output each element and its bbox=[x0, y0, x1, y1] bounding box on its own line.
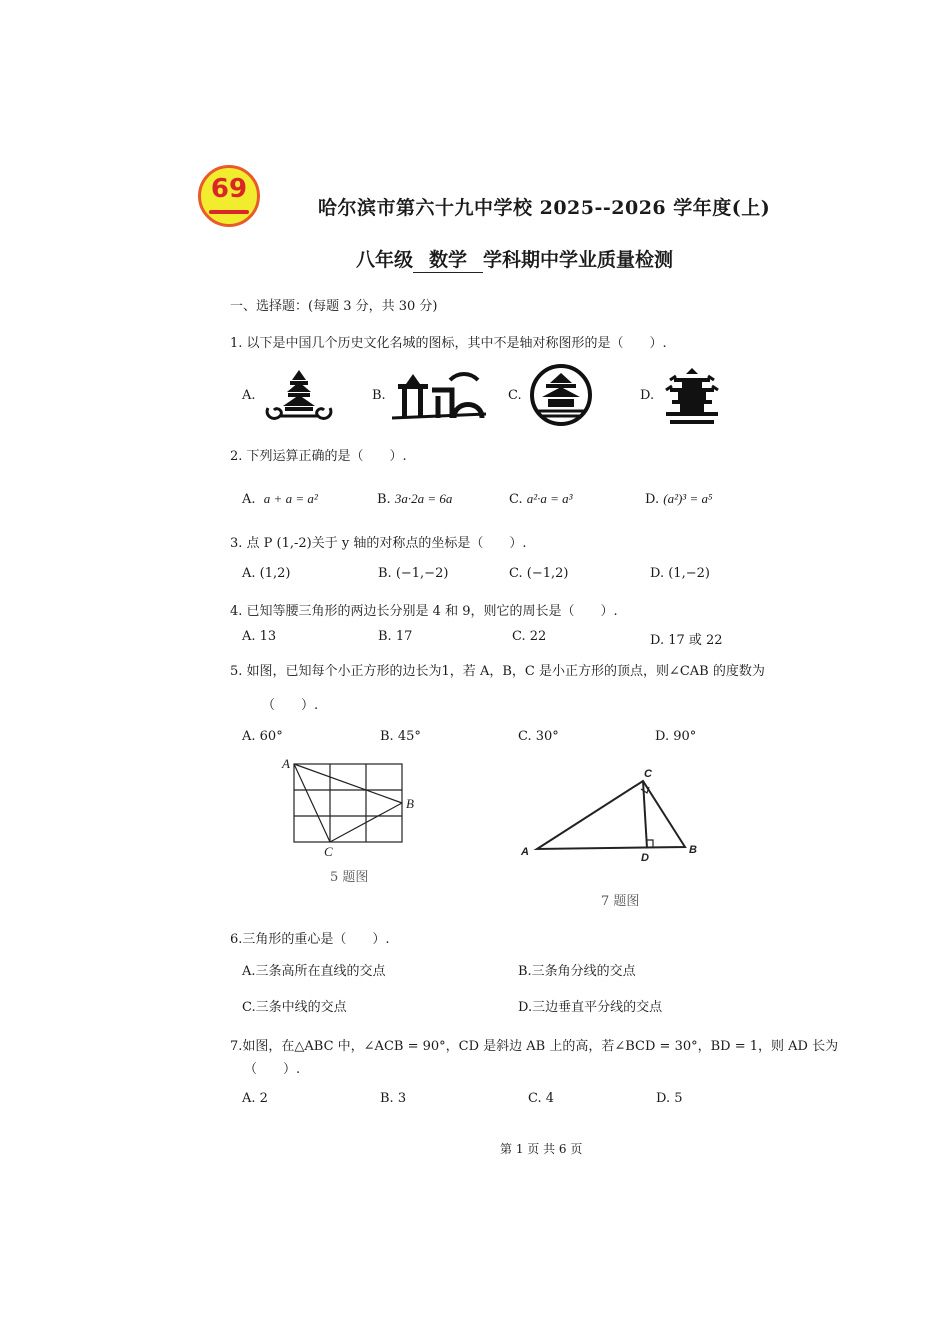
figure-5-label-a: A bbox=[282, 756, 290, 771]
figure-5-grid bbox=[270, 752, 430, 860]
figure-5-label-c: C bbox=[324, 844, 333, 859]
pagoda-emblem-icon bbox=[262, 368, 336, 424]
q1-option-c-label: C. bbox=[508, 388, 522, 403]
circle-pavilion-emblem-icon bbox=[528, 363, 594, 427]
q1-option-a-label: A. bbox=[242, 388, 256, 403]
q7-option-d: D. 5 bbox=[656, 1091, 683, 1106]
q3-stem: 3. 点 P (1,-2)关于 y 轴的对称点的坐标是（ ）. bbox=[230, 536, 527, 551]
page-number: 第 1 页 共 6 页 bbox=[500, 1142, 583, 1156]
q6-option-b: B.三条角分线的交点 bbox=[518, 964, 636, 979]
q2-option-c bbox=[509, 491, 573, 507]
q5-stem: 5. 如图，已知每个小正方形的边长为1，若 A，B，C 是小正方形的顶点，则∠CAB 的度数为 bbox=[230, 664, 765, 679]
q6-option-c: C.三条中线的交点 bbox=[242, 1000, 347, 1015]
exam-title-text: 学科期中学业质量检测 bbox=[483, 249, 674, 271]
q2-option-a bbox=[242, 491, 318, 507]
q2-option-a-label: A. bbox=[242, 492, 256, 507]
q7-stem: 7.如图，在△ABC 中，∠ACB = 90°，CD 是斜边 AB 上的高，若∠BCD = 30°，BD = 1，则 AD 长为 bbox=[230, 1039, 839, 1054]
school-logo-number: 69 bbox=[210, 174, 248, 204]
q2-option-d bbox=[645, 491, 712, 507]
section-heading: 一、选择题：(每题 3 分，共 30 分) bbox=[230, 299, 438, 314]
q4-option-d: D. 17 或 22 bbox=[650, 633, 723, 648]
q7-option-c: C. 4 bbox=[528, 1091, 555, 1106]
q3-option-a: A. (1,2) bbox=[242, 566, 291, 581]
q1-option-b-label: B. bbox=[372, 388, 386, 403]
q2-option-a-expr: a + a = a² bbox=[263, 491, 318, 506]
q6-stem: 6.三角形的重心是（ ）. bbox=[230, 932, 390, 947]
q4-option-a: A. 13 bbox=[242, 629, 277, 644]
q3-option-c: C. (−1,2) bbox=[509, 566, 569, 581]
q2-stem: 2. 下列运算正确的是（ ）. bbox=[230, 449, 407, 464]
q1-stem: 1. 以下是中国几个历史文化名城的图标，其中不是轴对称图形的是（ ）. bbox=[230, 336, 667, 351]
ancient-town-emblem-icon bbox=[392, 370, 488, 422]
q6-option-d: D.三边垂直平分线的交点 bbox=[518, 1000, 663, 1015]
school-title: 哈尔滨市第六十九中学校 2025--2026 学年度(上) bbox=[318, 197, 771, 219]
q2-option-c-expr: a²·a = a³ bbox=[526, 491, 573, 506]
q2-option-c-label: C. bbox=[509, 492, 523, 507]
q5-option-c: C. 30° bbox=[518, 729, 559, 744]
figure-5-label-b: B bbox=[406, 796, 414, 811]
figure-7-caption: 7 题图 bbox=[601, 894, 640, 909]
q6-option-a: A.三条高所在直线的交点 bbox=[242, 964, 386, 979]
q3-option-b: B. (−1,−2) bbox=[378, 566, 449, 581]
figure-5-caption: 5 题图 bbox=[330, 870, 369, 885]
q7-blank: （ ）. bbox=[244, 1062, 301, 1077]
q7-option-b: B. 3 bbox=[380, 1091, 407, 1106]
q2-option-b-label: B. bbox=[377, 492, 391, 507]
figure-7-triangle bbox=[515, 765, 705, 865]
q2-option-b bbox=[377, 491, 452, 507]
q5-option-a: A. 60° bbox=[242, 729, 283, 744]
figure-7-label-a: A bbox=[521, 846, 529, 858]
q5-option-d: D. 90° bbox=[655, 729, 697, 744]
grade-label: 八年级 bbox=[356, 249, 414, 271]
q2-option-d-label: D. bbox=[645, 492, 660, 507]
school-logo-ribbon bbox=[209, 210, 249, 214]
q7-option-a: A. 2 bbox=[242, 1091, 268, 1106]
q5-option-b: B. 45° bbox=[380, 729, 421, 744]
subject-field: 数学 bbox=[413, 245, 483, 273]
q2-option-d-expr: (a²)³ = a⁵ bbox=[663, 491, 713, 506]
exam-title bbox=[356, 245, 673, 273]
tower-emblem-icon bbox=[662, 366, 722, 426]
q5-blank: （ ）. bbox=[262, 698, 319, 713]
q4-stem: 4. 已知等腰三角形的两边长分别是 4 和 9，则它的周长是（ ）. bbox=[230, 604, 618, 619]
figure-7-label-c: C bbox=[644, 768, 652, 780]
figure-7-label-b: B bbox=[689, 844, 697, 856]
figure-7-label-d: D bbox=[641, 852, 649, 864]
q2-option-b-expr: 3a·2a = 6a bbox=[394, 491, 453, 506]
q4-option-c: C. 22 bbox=[512, 629, 547, 644]
q3-option-d: D. (1,−2) bbox=[650, 566, 710, 581]
school-logo bbox=[198, 165, 260, 227]
q1-option-d-label: D. bbox=[640, 388, 655, 403]
q4-option-b: B. 17 bbox=[378, 629, 413, 644]
